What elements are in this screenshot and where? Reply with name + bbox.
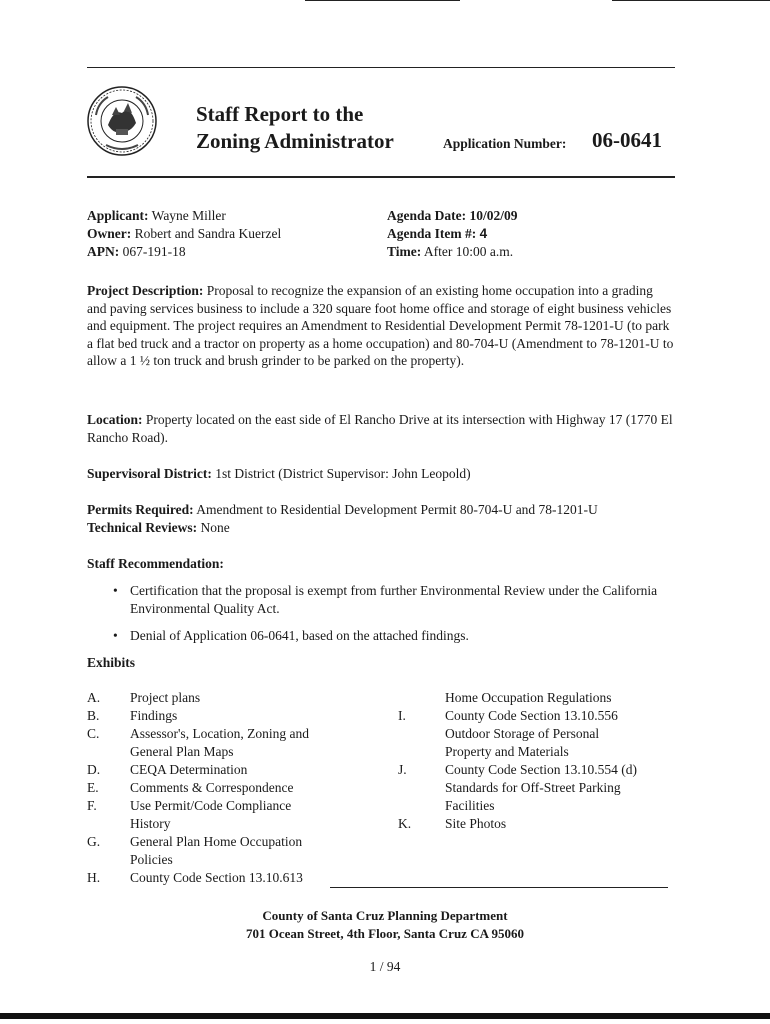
project-description-label: Project Description: <box>87 283 204 298</box>
exhibit-item-letter: E. <box>87 780 99 795</box>
exhibit-item-letter: J. <box>398 762 407 777</box>
project-description-text: Proposal to recognize the expansion of an existing home occupation into a grading and paving services business to include a 320 square foot home office and storage of eight business vehicles and equipment. The project requires an Amendment to Residential Development Permit 78-1201-U (to park a flat bed truck and a tractor on property as a home occupation) and 80-704-U (Amendment to 78-1201-U to allow a 1 ½ ton truck and brush grinder to be parked on the property). <box>87 283 674 368</box>
applicant-line <box>87 207 226 225</box>
exhibit-item-text: Facilities <box>445 798 495 813</box>
supervisorial-district <box>87 465 675 483</box>
project-description <box>87 282 675 370</box>
technical-reviews-value: None <box>200 520 230 535</box>
exhibit-continuation-text: Home Occupation Regulations <box>445 690 612 705</box>
technical-reviews-label: Technical Reviews: <box>87 520 198 535</box>
district-label: Supervisoral District: <box>87 466 212 481</box>
header-bottom-rule <box>87 176 675 178</box>
agenda-date-line <box>387 207 518 225</box>
permits-text: Amendment to Residential Development Permit 80-704-U and 78-1201-U <box>196 502 598 517</box>
recommendation-bullet-2-marker: • <box>113 628 118 643</box>
owner-line <box>87 225 281 243</box>
exhibit-item-text: County Code Section 13.10.556 <box>445 708 618 723</box>
exhibit-item-text: General Plan Home Occupation <box>130 834 303 849</box>
agenda-date-label: Agenda Date: <box>387 208 467 223</box>
time-value: After 10:00 a.m. <box>423 244 514 259</box>
exhibit-item-text: Site Photos <box>445 816 507 831</box>
location-label: Location: <box>87 412 143 427</box>
exhibit-item-text: CEQA Determination <box>130 762 248 777</box>
footer-address: 701 Ocean Street, 4th Floor, Santa Cruz CA 95060 <box>245 926 525 941</box>
time-label: Time: <box>387 244 422 259</box>
applicant-value: Wayne Miller <box>151 208 226 223</box>
location-text: Property located on the east side of El Rancho Drive at its intersection with Highway 17 (1770 El Rancho Road). <box>87 412 673 445</box>
exhibit-item-letter: H. <box>87 870 101 885</box>
staff-recommendation-heading: Staff Recommendation: <box>87 556 224 571</box>
owner-label: Owner: <box>87 226 132 241</box>
exhibit-item-text: Standards for Off-Street Parking <box>445 780 621 795</box>
exhibit-item-letter: K. <box>398 816 412 831</box>
exhibit-item-letter: B. <box>87 708 100 723</box>
exhibit-item-text: Property and Materials <box>445 744 569 759</box>
exhibit-item-letter: D. <box>87 762 101 777</box>
permits-required <box>87 501 675 519</box>
agenda-date-value: 10/02/09 <box>469 208 518 223</box>
apn-label: APN: <box>87 244 120 259</box>
top-scan-mark-right <box>612 0 770 1</box>
application-number-label: Application Number: <box>443 136 567 151</box>
exhibit-item-text: Assessor's, Location, Zoning and <box>130 726 310 741</box>
time-line <box>387 243 513 261</box>
exhibit-item-letter: A. <box>87 690 101 705</box>
exhibit-item-text: General Plan Maps <box>130 744 234 759</box>
recommendation-item-1: Certification that the proposal is exempt from further Environmental Review under the California Environmental Quality Act. <box>130 583 658 616</box>
exhibit-item-text: Comments & Correspondence <box>130 780 294 795</box>
county-seal-icon <box>86 85 158 157</box>
exhibit-item-text: History <box>130 816 171 831</box>
page-number: 1 / 94 <box>369 959 401 974</box>
report-title-line1: Staff Report to the <box>196 102 364 126</box>
report-title-line2: Zoning Administrator <box>196 129 394 153</box>
location <box>87 411 675 446</box>
header-top-rule <box>87 67 675 68</box>
technical-reviews <box>87 519 675 537</box>
permits-label: Permits Required: <box>87 502 194 517</box>
exhibit-item-text: Findings <box>130 708 178 723</box>
agenda-item-label: Agenda Item #: <box>387 226 477 241</box>
district-text: 1st District (District Supervisor: John Leopold) <box>215 466 471 481</box>
top-scan-mark-left <box>305 0 460 1</box>
application-number-value: 06-0641 <box>592 128 662 152</box>
exhibits-bottom-rule <box>330 887 668 888</box>
bottom-scan-bar <box>0 1013 770 1019</box>
exhibits-heading: Exhibits <box>87 655 136 670</box>
agenda-item-line <box>387 225 487 243</box>
exhibit-item-text: Outdoor Storage of Personal <box>445 726 600 741</box>
apn-line <box>87 243 186 261</box>
exhibit-item-text: Policies <box>130 852 173 867</box>
apn-value: 067-191-18 <box>122 244 186 259</box>
footer-department: County of Santa Cruz Planning Department <box>262 908 508 923</box>
exhibit-item-text: County Code Section 13.10.554 (d) <box>445 762 637 777</box>
recommendation-bullet-1-marker: • <box>113 583 118 598</box>
exhibit-item-letter: F. <box>87 798 97 813</box>
recommendation-item-2: Denial of Application 06-0641, based on the attached findings. <box>130 628 469 643</box>
exhibit-item-letter: I. <box>398 708 406 723</box>
exhibit-item-letter: C. <box>87 726 100 741</box>
exhibit-item-letter: G. <box>87 834 101 849</box>
exhibit-item-text: Use Permit/Code Compliance <box>130 798 292 813</box>
owner-value: Robert and Sandra Kuerzel <box>134 226 282 241</box>
exhibit-item-text: Project plans <box>130 690 201 705</box>
applicant-label: Applicant: <box>87 208 149 223</box>
agenda-item-value: 4 <box>479 226 488 241</box>
exhibit-item-text: County Code Section 13.10.613 <box>130 870 303 885</box>
